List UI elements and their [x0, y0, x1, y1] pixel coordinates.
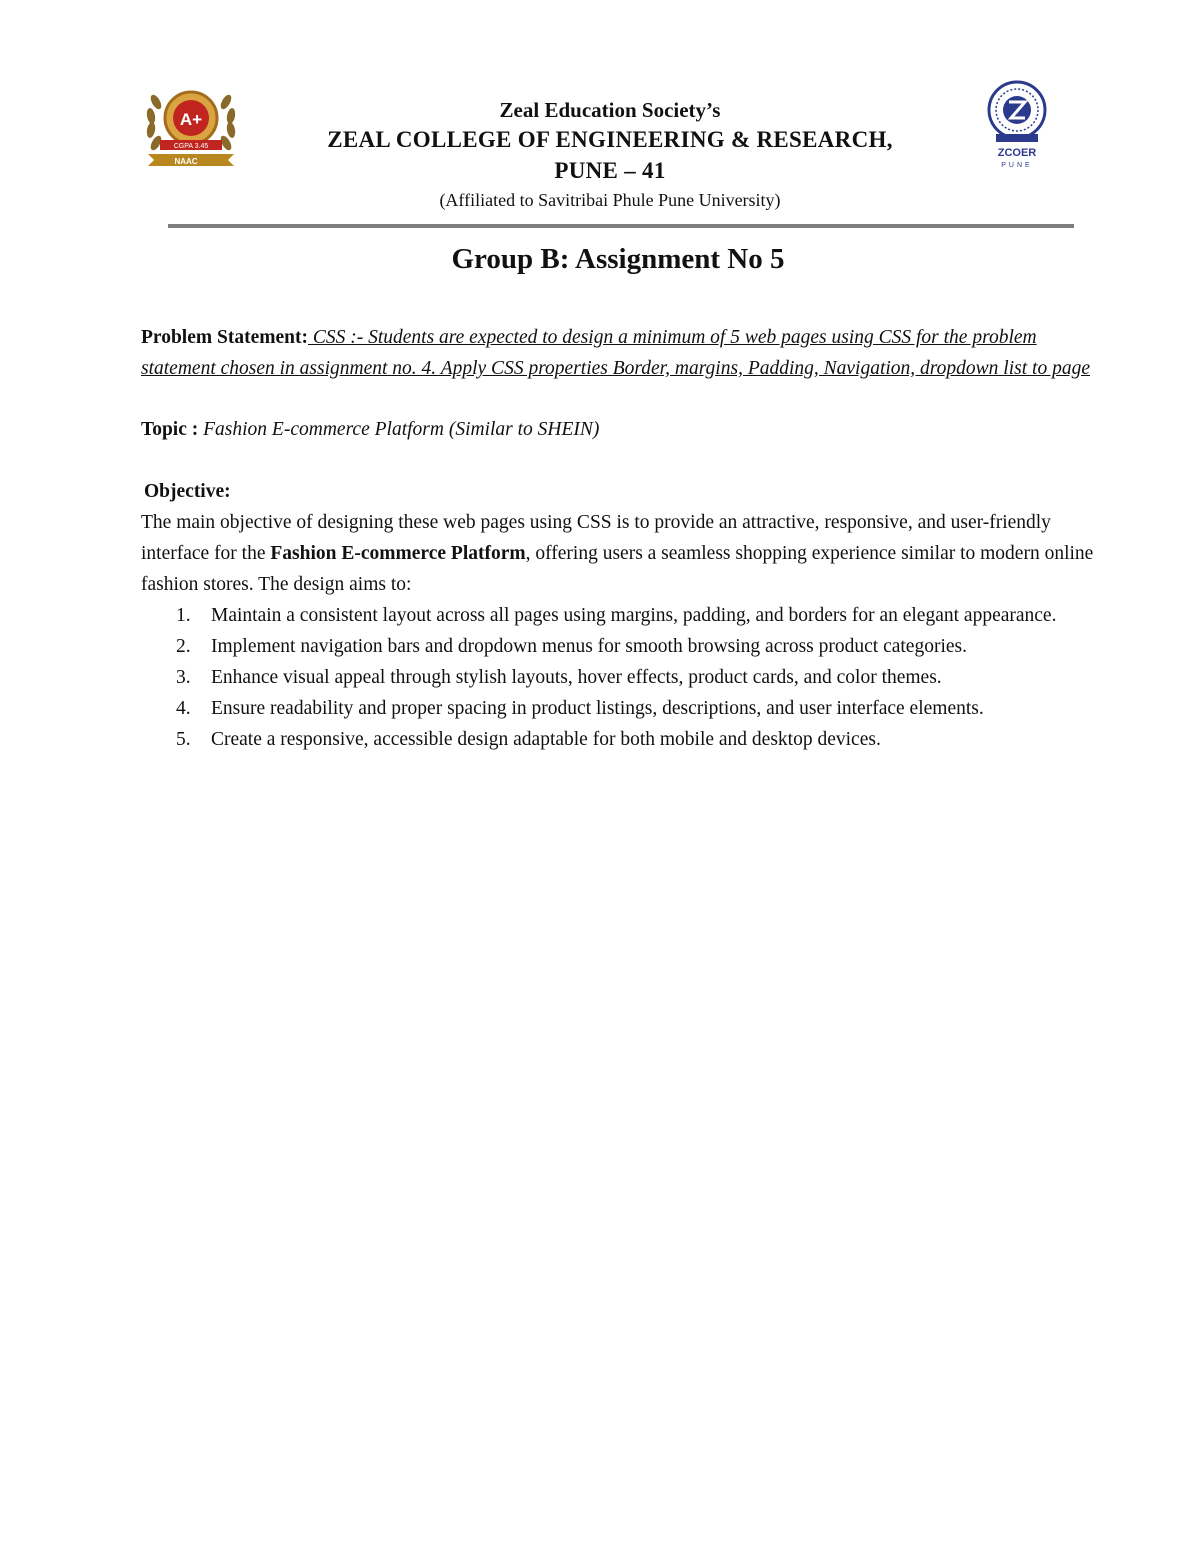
list-item-number: 3. [176, 667, 191, 688]
list-item-number: 1. [176, 605, 191, 626]
college-city: PUNE – 41 [554, 158, 666, 183]
zcoer-emblem-logo [984, 80, 1050, 170]
list-item-number: 4. [176, 698, 191, 719]
list-item-number: 2. [176, 636, 191, 657]
objective-intro [141, 507, 1101, 600]
assignment-title: Group B: Assignment No 5 [451, 243, 785, 275]
header-divider [168, 224, 1074, 228]
svg-text:NAAC: NAAC [174, 157, 198, 166]
list-item-text: Maintain a consistent layout across all pages using margins, padding, and borders for an elegant appearance. [211, 605, 1057, 626]
affiliation: (Affiliated to Savitribai Phule Pune University) [439, 190, 781, 210]
problem-statement [141, 322, 1101, 384]
list-item-text: Create a responsive, accessible design adaptable for both mobile and desktop devices. [211, 729, 881, 750]
topic [141, 414, 1101, 445]
list-item [141, 631, 1101, 662]
list-item [141, 724, 1101, 755]
svg-text:PUNE: PUNE [1001, 162, 1033, 169]
document-body [141, 322, 1101, 755]
list-item-text: Implement navigation bars and dropdown menus for smooth browsing across product categories. [211, 636, 967, 657]
problem-statement-text: CSS :- Students are expected to design a minimum of 5 web pages using CSS for the problem statement chosen in assignment no. 4. Apply CSS properties Border, margins, Padding, Navigation, dropdown list to page [141, 327, 1090, 379]
list-item [141, 600, 1101, 631]
objective-intro-end: , offering users a seamless shopping experience similar to modern online fashion stores. The design aims to: [141, 543, 1094, 595]
list-item-number: 5. [176, 729, 191, 750]
letterhead [240, 96, 980, 214]
objective-platform-name: Fashion E-commerce Platform [270, 543, 526, 564]
college-name: ZEAL COLLEGE OF ENGINEERING & RESEARCH, [327, 127, 893, 152]
list-item [141, 693, 1101, 724]
objective-list [141, 600, 1101, 755]
society-name: Zeal Education Society’s [499, 98, 721, 122]
objective-intro-start: The main objective of designing these web pages using CSS is to provide an attractive, responsive, and user-friendly interface for the [141, 512, 1051, 564]
topic-label: Topic : [141, 419, 199, 440]
problem-statement-label: Problem Statement: [141, 327, 308, 348]
list-item-text: Enhance visual appeal through stylish layouts, hover effects, product cards, and color themes. [211, 667, 942, 688]
svg-text:A+: A+ [179, 110, 203, 129]
svg-text:CGPA 3.45: CGPA 3.45 [173, 143, 209, 150]
svg-text:ZCOER: ZCOER [997, 147, 1037, 159]
topic-text: Fashion E-commerce Platform (Similar to SHEIN) [203, 419, 600, 440]
objective-label: Objective: [144, 481, 231, 502]
naac-a-plus-logo [142, 80, 240, 172]
list-item [141, 662, 1101, 693]
list-item-text: Ensure readability and proper spacing in product listings, descriptions, and user interface elements. [211, 698, 984, 719]
